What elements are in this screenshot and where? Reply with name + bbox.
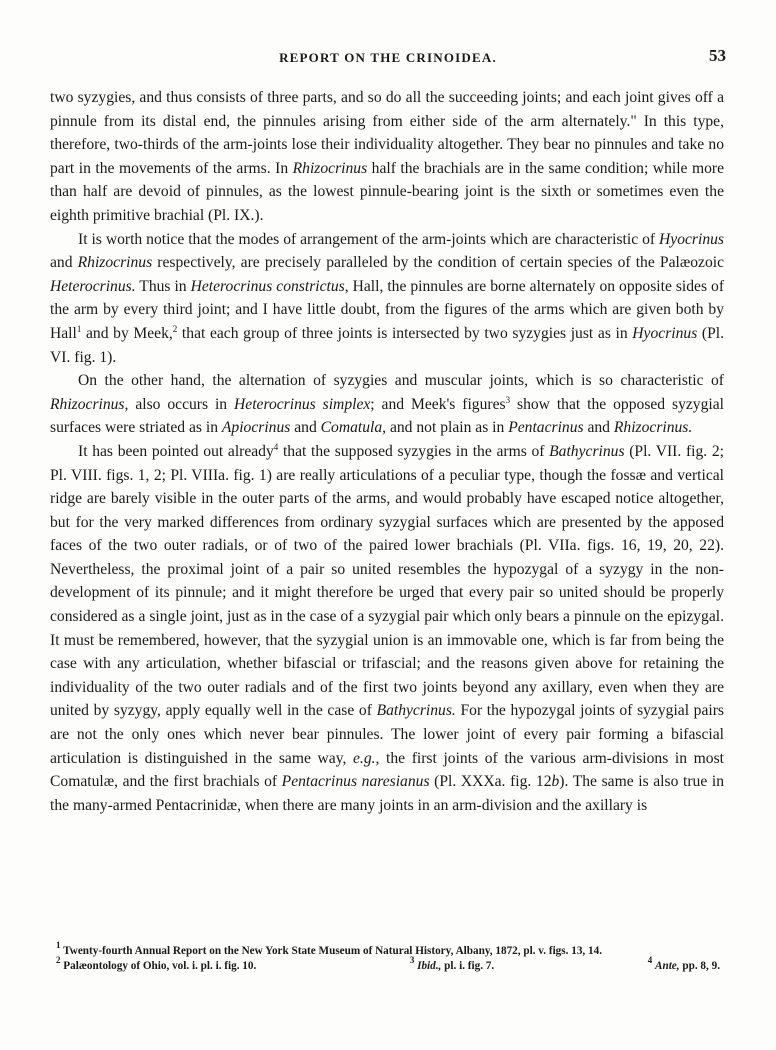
text-run: respectively, are precisely paralleled by the condition of certain species of the Palæozoic — [152, 254, 724, 272]
footnote-mark: 1 — [56, 940, 61, 950]
footnote-text: Twenty-fourth Annual Report on the New York State Museum of Natural History, Albany, 1872, pl. v. figs. 13, 14. — [63, 945, 602, 957]
page-number: 53 — [709, 46, 726, 65]
footnote-text: pp. 8, 9. — [682, 960, 720, 972]
footnote-text: pl. i. fig. 7. — [444, 960, 495, 972]
footnote-italic: Ante, — [655, 960, 680, 972]
footnote-mark: 3 — [409, 955, 415, 965]
page-header — [50, 48, 726, 70]
text-run: It has been pointed out already — [78, 442, 274, 460]
taxon-name: Hyocrinus — [632, 324, 698, 342]
text-run: the first joints of the various arm-divisions in most Comatulæ, and the first brachials of — [50, 749, 724, 791]
taxon-name: Bathycrinus. — [376, 702, 456, 720]
text-run: and — [290, 419, 321, 437]
taxon-name: Pentacrinus naresianus — [281, 773, 430, 791]
running-head: REPORT ON THE CRINOIDEA. — [279, 50, 497, 65]
footnote-mark: 2 — [56, 955, 61, 965]
taxon-name: Rhizocrinus — [77, 254, 153, 272]
taxon-name: Rhizocrinus. — [613, 419, 693, 437]
footnote-ref-2: 2 — [172, 323, 178, 334]
text-run: show that the opposed syzygial surfaces were striated as in — [50, 395, 724, 437]
text-run: ). The same is also true in the many-armed Pentacrinidæ, when there are many joints in an arm-division and the axillary is — [50, 773, 724, 814]
body-text — [50, 86, 724, 817]
text-run: and — [50, 254, 78, 272]
text-run: Hall, the pinnules are borne alternately on opposite sides of the arm by every third joint; and I have little doubt, from the figures of the arms which are given both by Hall — [50, 277, 725, 342]
footnote-mark: 4 — [647, 955, 653, 965]
text-run: and by Meek, — [81, 324, 173, 342]
text-run: and not plain as in — [386, 419, 509, 437]
paragraph-1 — [50, 86, 724, 228]
taxon-name: Heterocrinus constrictus, — [190, 277, 349, 295]
abbreviation: e.g., — [353, 749, 380, 767]
footnote-3 — [409, 955, 495, 974]
footnotes — [50, 940, 724, 974]
footnote-1 — [50, 940, 724, 959]
taxon-name: Heterocrinus simplex — [234, 395, 371, 413]
paragraph-3 — [50, 369, 724, 440]
taxon-name: Hyocrinus — [659, 230, 724, 248]
paragraph-2 — [50, 228, 724, 370]
text-run: Thus in — [135, 277, 191, 295]
taxon-name: Heterocrinus. — [50, 277, 136, 295]
footnote-ref-1: 1 — [76, 323, 82, 334]
footnote-2 — [50, 955, 257, 974]
text-run: (Pl. VII. fig. 2; Pl. VIII. figs. 1, 2; Pl. VIIIa. fig. 1) are really articulations of a peculiar type, though the fossæ and vertical ridge are barely visible in the outer parts of the arms, and would probably have escaped notice altogether, but for the very marked differences from ordinary syzygial surfaces which are presented by the apposed faces of the two outer radials, or of two of the paired lower brachials (Pl. VIIa. figs. 16, 19, 20, 22). Nevertheless, the proximal joint of a pair so united resembles the hypozygal of a syzygy in the non-development of its pinnule; and it might therefore be urged that every pair so united should be properly considered as a single joint, just as in the case of a syzygial pair which only bears a pinnule on the epizygal. It must be remembered, however, that the syzygial union is an immovable one, which is far from being the case with any articulation, whether bifascial or trifascial; and the reasons given above for retaining the individuality of the two outer radials and of the first two joints beyond any axillary, even when they are united by syzygy, apply equally well in the case of — [50, 442, 724, 720]
footnote-text: Palæontology of Ohio, vol. i. pl. i. fig. 10. — [63, 960, 257, 972]
taxon-name: Rhizocrinus — [292, 159, 368, 177]
taxon-name: Bathycrinus — [549, 442, 625, 460]
footnote-italic: Ibid., — [417, 960, 442, 972]
text-run: two syzygies, and thus consists of three parts, and so do all the succeeding joints; and each joint gives off a pinnule from its distal end, the pinnules arising from either side of the arm alternately." In this type, therefore, two-thirds of the arm-joints lose their individuality altogether. They bear no pinnules and take no part in the movements of the arms. In — [50, 89, 724, 177]
taxon-name: Comatula, — [320, 419, 387, 437]
text-run: For the hypozygal joints of syzygial pairs are not the only ones which never bear pinnules. The lower joint of every pair forming a bifascial articulation is distinguished in the same way, — [50, 702, 724, 767]
taxon-name: Apiocrinus — [221, 419, 291, 437]
footnote-4 — [647, 955, 724, 974]
text-run: half the brachials are in the same condition; while more than half are devoid of pinnules, as the lowest pinnule-bearing joint is the sixth or sometimes even the eighth primitive brachial (Pl. IX.). — [50, 159, 724, 224]
paragraph-4 — [50, 440, 724, 818]
footnote-ref-3: 3 — [505, 394, 511, 405]
footnote-row — [50, 955, 724, 974]
footnote-ref-4: 4 — [273, 441, 279, 452]
text-run: It is worth notice that the modes of arrangement of the arm-joints which are characteristic of — [78, 230, 660, 248]
text-run: (Pl. VI. fig. 1). — [50, 324, 725, 366]
taxon-name: Pentacrinus — [508, 419, 584, 437]
text-run: ; and Meek's figures — [370, 395, 506, 413]
figure-letter: b — [551, 773, 560, 791]
text-run: and — [583, 419, 614, 437]
text-run: that the supposed syzygies in the arms of — [278, 442, 550, 460]
text-run: that each group of three joints is intersected by two syzygies just as in — [177, 324, 633, 342]
text-run: On the other hand, the alternation of syzygies and muscular joints, which is so characteristic of — [78, 372, 724, 390]
text-run: (Pl. XXXa. fig. 12 — [429, 773, 552, 791]
taxon-name: Rhizocrinus, — [50, 395, 129, 413]
text-run: also occurs in — [128, 395, 235, 413]
